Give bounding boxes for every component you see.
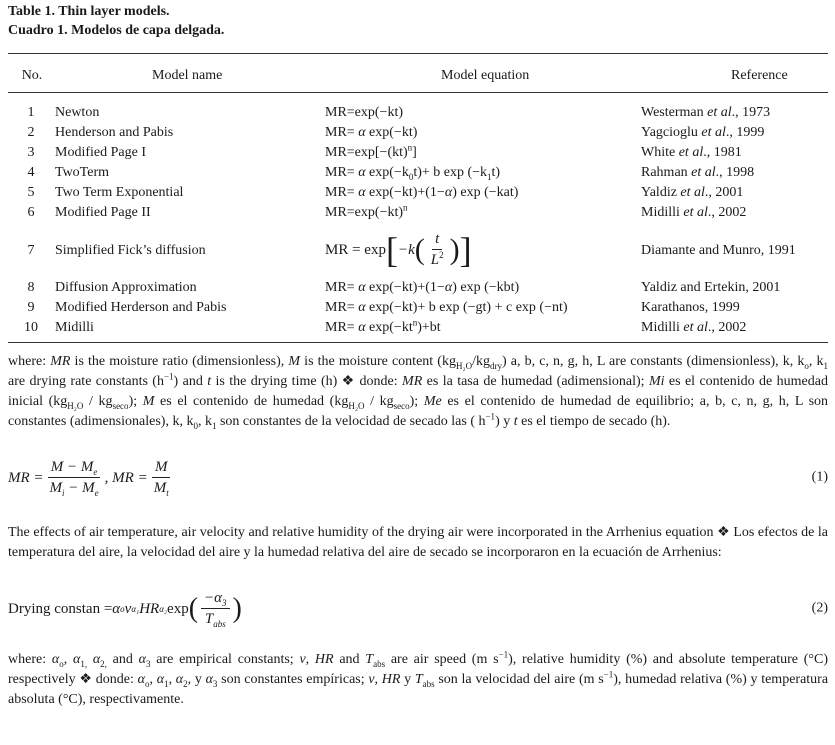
text-segment: 1 [487,171,492,182]
text-segment: ); [128,394,143,409]
text-segment: α [444,280,453,295]
eq2-hr-sup: α₂ [159,603,168,614]
text-segment: son la velocidad del aire (m s [434,672,604,687]
eq1-den2-sub: t [166,488,169,498]
text-segment: t) [491,165,501,180]
eq2-num: −α [204,590,223,606]
model-equation [325,123,417,143]
header-model-name: Model name [152,68,223,83]
text-segment: −1 [485,411,496,422]
eq1-lhs: MR = [8,469,44,486]
left-bracket: [ [385,229,398,270]
text-segment: α [72,652,81,667]
text-segment: o [804,360,809,371]
text-segment: ) and [173,374,208,389]
text-segment: is the moisture content (kg [300,354,456,369]
model-equation [325,230,472,269]
text-segment: ., 2002 [707,320,747,335]
model-equation [325,183,518,203]
table-row [0,278,835,298]
text-segment: MR=exp(−kt) [325,105,404,120]
text-segment: t)+ b exp (−k [413,165,488,180]
equation-1 [8,458,828,497]
eq2-v-sup: α₁ [131,603,140,614]
text-segment: is the drying time (h) ❖ donde: [211,374,403,389]
equation-footnote [8,650,828,710]
text-segment: are air speed (m s [385,652,499,667]
model-equation [325,298,568,318]
eq2-alpha0: α [112,600,121,617]
text-segment: , k [197,414,212,429]
row-number: 8 [27,280,35,295]
text-segment: M [288,354,301,369]
row-number: 4 [27,165,35,180]
text-segment: , [168,672,176,687]
text-segment: α [358,125,366,140]
row-number: 3 [27,145,35,160]
eq2-fraction [201,589,230,628]
text-segment: 0 [408,171,414,182]
text-segment: α [156,672,165,687]
text-segment: , [63,652,73,667]
text-segment: where: [8,652,52,667]
fick-fraction [428,230,447,269]
text-segment: T [414,672,423,687]
row-number: 5 [27,185,35,200]
text-segment: es el contenido de humedad inicial (kg [8,374,828,409]
text-segment: MR [50,354,71,369]
reference [641,298,740,318]
eq1-sep: , MR = [104,469,148,486]
text-segment: exp(−kt)+(1− [365,185,445,200]
text-segment: )+bt [417,320,441,335]
text-segment: et al [707,105,732,120]
text-segment: / kg [83,394,113,409]
model-equation [325,203,408,223]
table-row [0,203,835,223]
reference [641,103,770,123]
text-segment: abs [373,658,386,669]
eq2-lhs: Drying constan = [8,600,113,617]
right-bracket: ] [459,229,472,270]
eq2-den: T [204,611,214,627]
equation-1-number: (1) [811,469,828,485]
reference [641,143,742,163]
text-segment: son constantes empíricas; [217,672,369,687]
eq1-den1a-sub: i [62,488,65,498]
text-segment: −1 [603,669,614,680]
table-row [0,183,835,203]
text-segment: Westerman [641,105,708,120]
text-segment: n [403,202,408,213]
fick-k: −k [397,241,415,258]
row-number: 9 [27,300,35,315]
text-segment: α [205,672,213,687]
table-footnote [8,352,828,432]
model-name: Newton [55,105,100,120]
reference [641,241,796,261]
text-segment: α [358,165,366,180]
table-header-row [0,66,835,86]
eq1-den2: M [153,480,167,496]
text-segment: et al [683,205,708,220]
text-segment: es el contenido de humedad (kg [154,394,349,409]
text-segment: MR=exp[−(kt) [325,145,408,160]
reference [641,278,780,298]
model-equation [325,163,500,183]
text-segment: MR= [325,185,359,200]
text-segment: HR [314,652,334,667]
text-segment: 1 [211,420,217,431]
text-segment: exp(−k [365,165,409,180]
text-segment: v [299,652,306,667]
text-segment: −1 [498,649,509,660]
text-segment: Yagcioglu [641,125,702,140]
eq2-left-paren: ( [188,592,199,624]
text-segment: et al [701,125,726,140]
model-name: Midilli [55,320,94,335]
text-segment: es el contenido de humedad de equilibrio; a, b, c, n, g, h, L son constantes (adimensionales), k, k [8,394,829,429]
text-segment: 1 [164,678,169,689]
text-segment: et al [683,320,708,335]
table-row [0,123,835,143]
eq2-v: v [124,600,132,617]
eq1-num1: M − M [50,459,94,475]
text-segment: 3 [146,658,151,669]
text-segment: Yaldiz and Ertekin, 2001 [641,280,781,295]
text-segment: , [305,652,315,667]
header-model-equation: Model equation [441,68,530,83]
text-segment: α [138,652,146,667]
text-segment: t [207,374,212,389]
text-segment: y [400,672,415,687]
table-row [0,163,835,183]
text-segment: v [368,672,375,687]
eq2-den-sub: abs [213,619,226,629]
eq2-num-sub: 3 [222,598,227,608]
text-segment: ., 1999 [725,125,765,140]
model-name: Simplified Fick’s diffusion [55,243,206,258]
text-segment: /kg [472,354,490,369]
text-segment: MR= [325,320,359,335]
eq1-num1-sub: e [93,467,98,477]
text-segment: 2, [100,658,107,669]
text-segment: α [51,652,60,667]
text-segment: T [365,652,374,667]
text-segment: Midilli [641,205,684,220]
text-segment: n [407,142,413,153]
text-segment: ., 1998 [715,165,755,180]
text-segment: exp(−kt)+ b exp (−gt) + c exp (−nt) [365,300,568,315]
text-segment: ., 1981 [703,145,742,160]
model-equation [325,318,441,338]
text-segment: MR= [325,280,359,295]
body-flow [8,352,828,720]
left-paren: ( [414,232,425,266]
fick-equation [325,230,472,269]
table-row [0,143,835,163]
equation-2 [8,589,828,628]
text-segment: is the moisture ratio (dimensionless), [70,354,289,369]
text-segment: ., 1973 [731,105,771,120]
text-segment: Mi [648,374,665,389]
model-equation [325,103,403,123]
text-segment: Midilli [641,320,684,335]
table-bottom-rule [8,342,828,343]
model-name: Modified Page I [55,145,146,160]
text-segment: o [144,678,150,689]
model-equation [325,278,519,298]
text-segment: MR= [325,300,359,315]
text-segment: α [358,185,366,200]
text-segment: seco [393,400,410,411]
fick-num: t [435,231,440,247]
eq1-den1a: M [49,480,63,496]
header-no: No. [21,68,43,83]
text-segment: MR= [325,125,359,140]
text-segment: MR=exp(−kt) [325,205,404,220]
table-row [0,229,835,270]
text-segment: , [149,672,157,687]
eq2-exp: exp [167,600,189,617]
text-segment: α [92,652,101,667]
text-segment: es la tasa de humedad (adimensional); [422,374,649,389]
text-segment: n [412,317,418,328]
text-segment: et al [691,165,716,180]
row-number: 1 [27,105,35,120]
reference [641,163,754,183]
table-row [0,318,835,338]
text-segment: −1 [163,371,174,382]
reference [641,183,743,203]
row-number: 6 [27,205,35,220]
model-name: Modified Herderson and Pabis [55,300,227,315]
reference [641,123,764,143]
text-segment: , y [187,672,206,687]
text-segment: et al [680,185,705,200]
row-number: 10 [24,320,38,335]
text-segment: Diamante and Munro, 1991 [641,243,796,258]
eq1-den1b: − M [64,480,95,496]
fick-den-sup: 2 [439,250,444,260]
text-segment: White [641,145,679,160]
text-segment: ., 2001 [704,185,744,200]
text-segment: abs [422,678,435,689]
eq1-den1b-sub: e [94,488,99,498]
text-segment: H₂O [455,360,473,371]
eq1-fraction-2 [151,458,172,497]
fick-lhs: MR = exp [325,241,386,258]
text-segment: 1 [823,360,829,371]
text-segment: o [59,658,64,669]
row-number: 7 [27,243,35,258]
reference [641,318,746,338]
text-segment: Karathanos, 1999 [641,300,740,315]
text-segment: MR= [325,165,359,180]
text-segment: Me [423,394,442,409]
text-segment: α [444,185,453,200]
text-segment: t [513,414,518,429]
text-segment: dry [490,360,502,371]
text-segment: ), humedad relativa (%) y temperatura absoluta (°C), respectivamente. [8,672,829,707]
text-segment: ) exp (−kbt) [452,280,520,295]
text-segment: 1, [80,658,88,669]
reference [641,203,746,223]
text-segment: Rahman [641,165,692,180]
text-segment: es el tiempo de secado (h). [517,414,671,429]
text-segment: , [374,672,382,687]
fick-den: L [430,252,440,268]
text-segment: son constantes de la velocidad de secado las ( h [216,414,486,429]
row-number: 2 [27,125,35,140]
text-segment: are drying rate constants (h [8,374,164,389]
text-segment: ) a, b, c, n, g, h, L are constants (dimensionless), k, k [502,354,805,369]
text-segment: et al [678,145,704,160]
model-name: Two Term Exponential [55,185,184,200]
text-segment: 0 [193,420,198,431]
text-segment: α [358,320,366,335]
text-segment: , k [808,354,824,369]
eq1-fraction-1 [47,458,102,497]
text-segment: seco [112,400,129,411]
text-segment: ] [412,145,417,160]
table-title-es: Cuadro 1. Modelos de capa delgada. [8,23,225,38]
text-segment: H₂O [67,400,84,411]
text-segment: α [175,672,184,687]
model-equation [325,143,417,163]
eq2-hr: HR [139,600,160,617]
text-segment: ., 2002 [707,205,747,220]
text-segment: and [333,652,366,667]
text-segment: MR [402,374,423,389]
header-reference: Reference [731,68,788,83]
text-segment: α [137,672,145,687]
text-segment: The effects of air temperature, air velocity and relative humidity of the drying air were incorporated in the Arrhenius equation ❖ Los efectos de la temperatura del aire, la velocidad del aire y la humedad relativa del aire de secado se incorporaron en la ecuación de Arrhenius: [8,525,828,560]
text-segment: ) exp (−kat) [452,185,519,200]
text-segment: where: [8,354,51,369]
model-name: Diffusion Approximation [55,280,197,295]
text-segment: and [106,652,139,667]
eq1-num2: M [154,459,168,475]
eq2-alpha0-sub: o [120,603,125,614]
table-top-rule [8,53,828,54]
text-segment: Yaldiz [641,185,681,200]
text-segment: HR [381,672,401,687]
text-segment: 2 [183,678,188,689]
eq2-right-paren: ) [232,592,242,624]
text-segment: ); [409,394,424,409]
text-segment: α [358,300,366,315]
text-segment: 3 [212,678,218,689]
text-segment: α [358,280,366,295]
text-segment: / kg [364,394,394,409]
equation-2-number: (2) [811,600,828,616]
text-segment: exp(−kt)+(1− [365,280,445,295]
table-title-en: Table 1. Thin layer models. [8,4,170,19]
table-row [0,103,835,123]
body-paragraph [8,523,828,563]
text-segment: M [142,394,155,409]
text-segment: exp(−kt) [365,125,418,140]
text-segment: are empirical constants; [150,652,300,667]
text-segment: ), relative humidity (%) and absolute temperature (°C) respectively ❖ donde: [8,652,829,687]
right-paren: ) [449,232,460,266]
text-segment: H₂O [348,400,365,411]
table-header-rule [8,92,828,93]
table-row [0,298,835,318]
model-name: TwoTerm [55,165,110,180]
model-name: Modified Page II [55,205,151,220]
model-name: Henderson and Pabis [55,125,174,140]
text-segment: exp(−kt [365,320,413,335]
text-segment: ) y [495,414,514,429]
